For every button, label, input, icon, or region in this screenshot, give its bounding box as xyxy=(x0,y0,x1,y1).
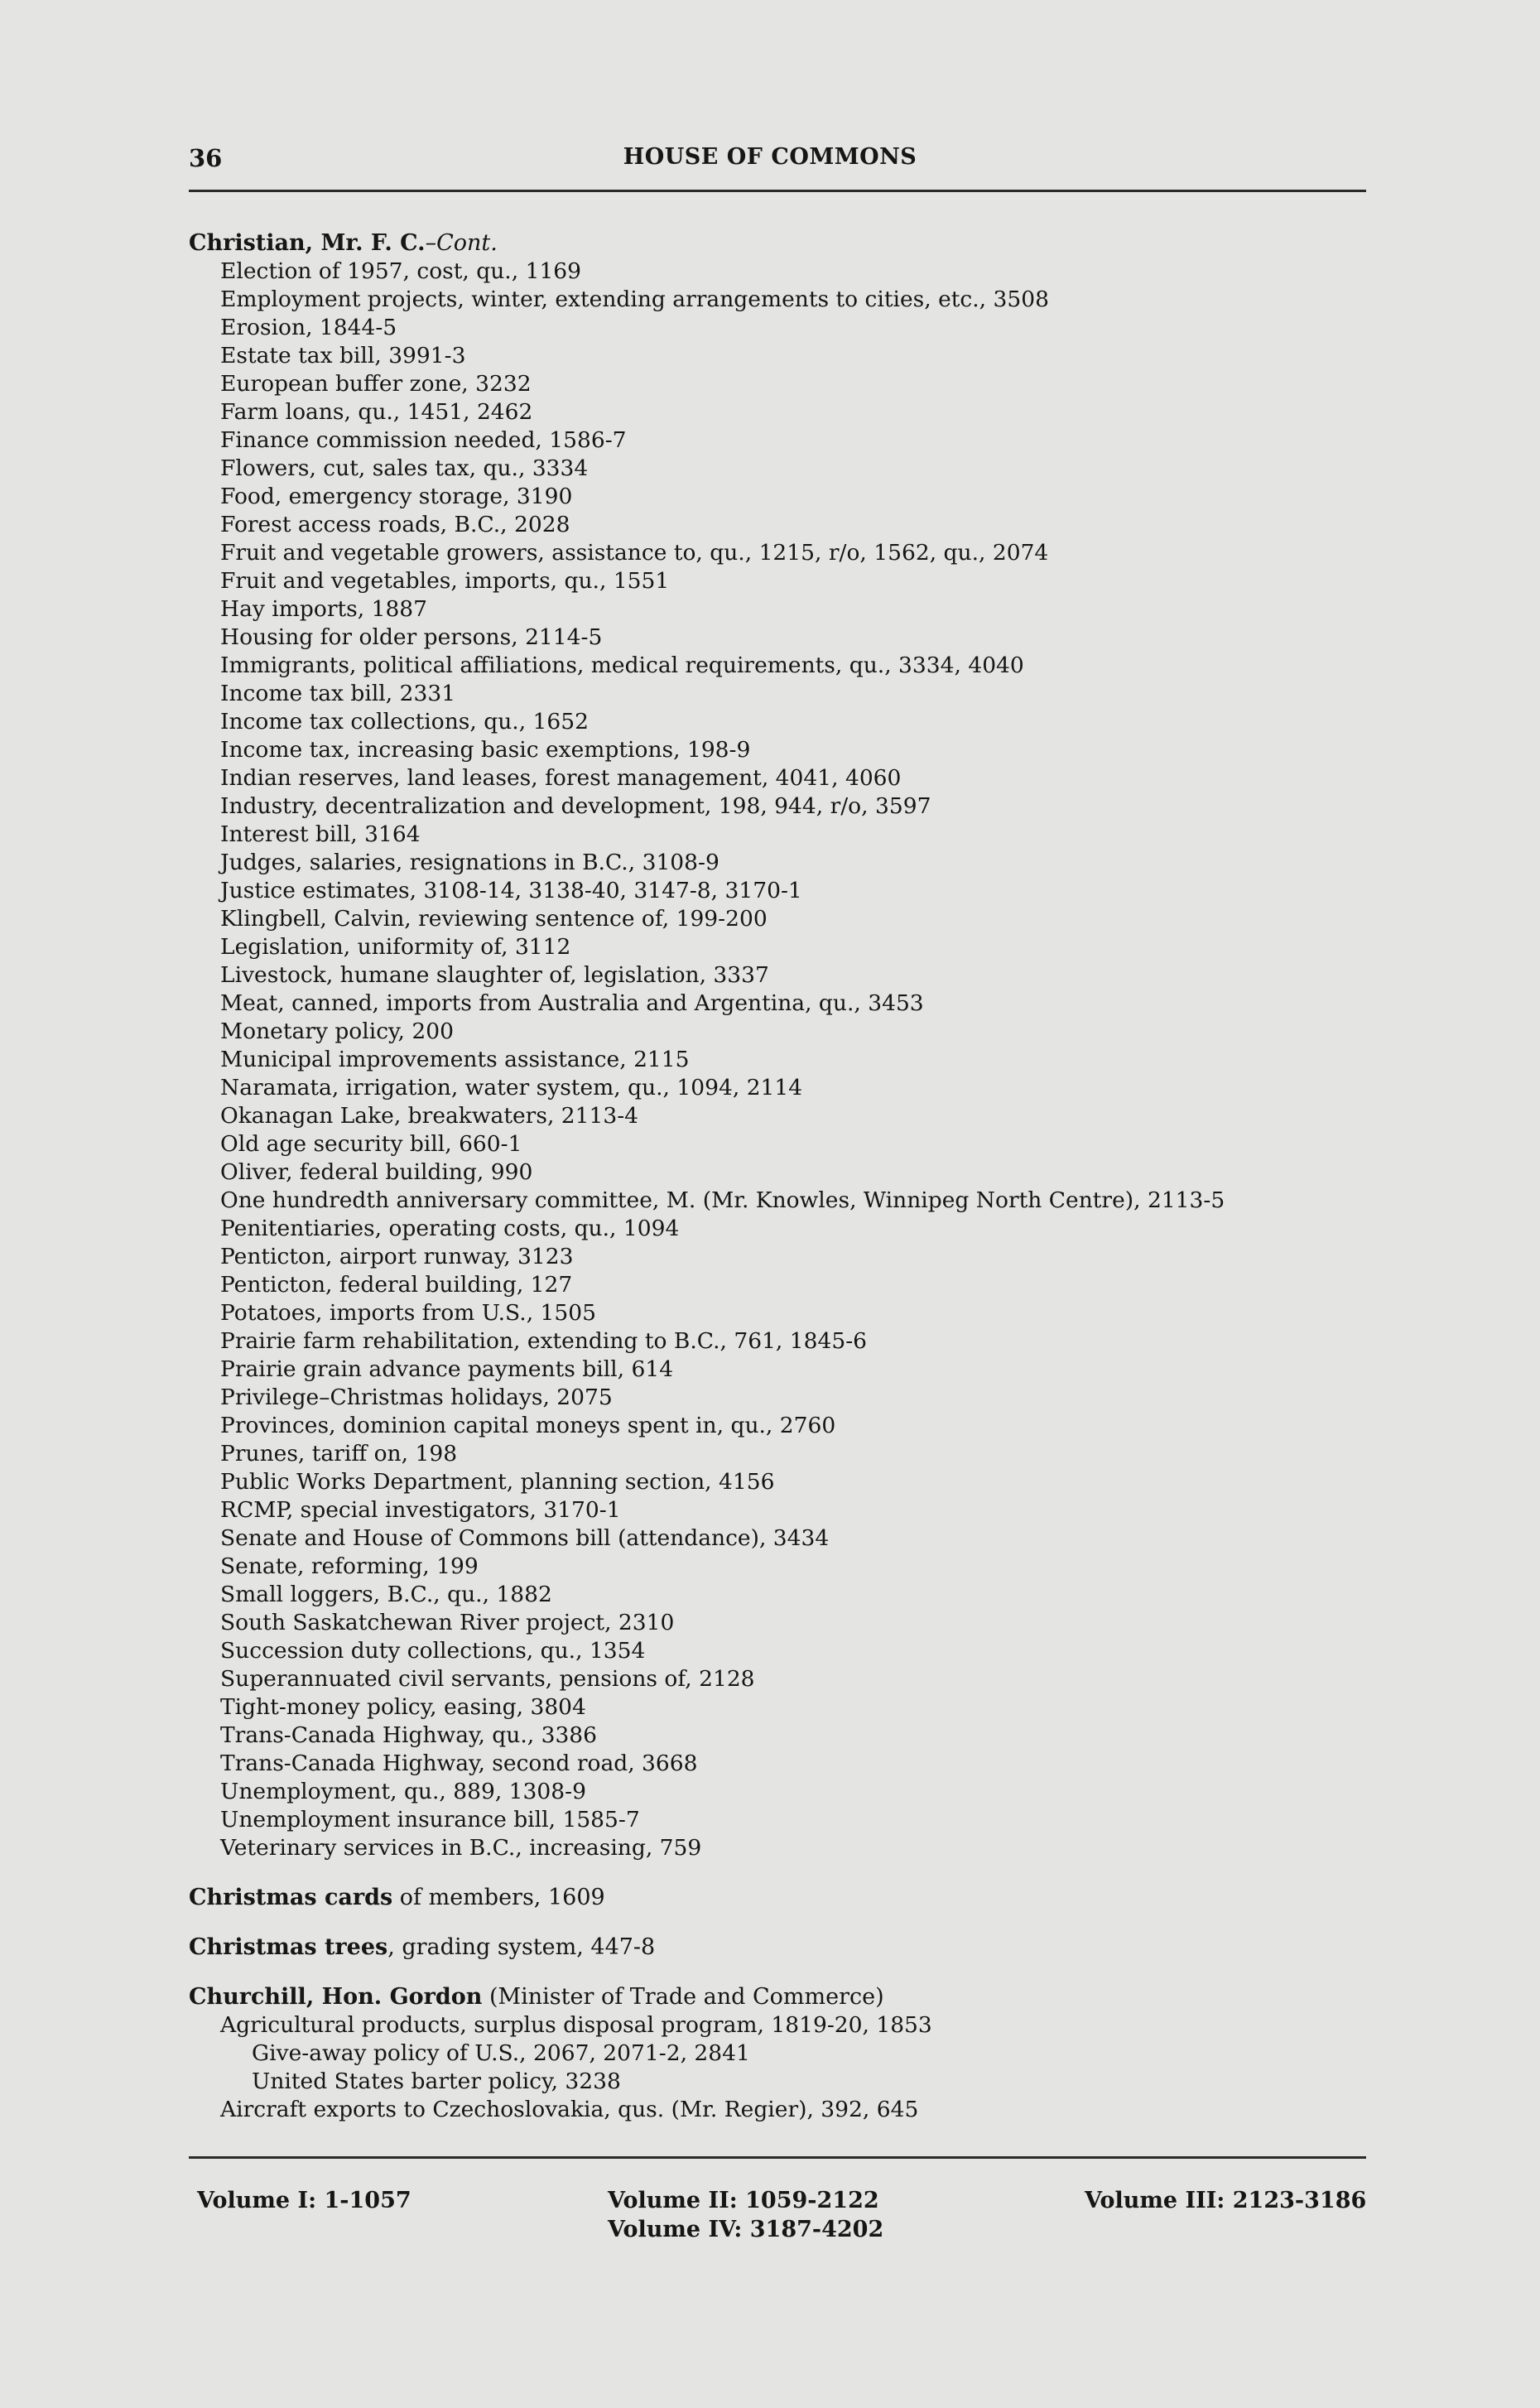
index-heading-christmas-cards xyxy=(189,1884,1373,1912)
subentry: Finance commission needed, 1586-7 xyxy=(220,427,627,453)
header-rule xyxy=(189,190,1366,192)
sub-subentry: Give-away policy of U.S., 2067, 2071-2, 2841 xyxy=(252,2040,750,2066)
subentry: European buffer zone, 3232 xyxy=(220,371,532,397)
subentry: Legislation, uniformity of, 3112 xyxy=(220,934,571,960)
subentry: Senate, reforming, 199 xyxy=(220,1553,479,1579)
subentry: Income tax, increasing basic exemptions, 198-9 xyxy=(220,737,751,763)
index-heading-christmas-trees xyxy=(189,1934,1373,1962)
subentry: Potatoes, imports from U.S., 1505 xyxy=(220,1300,596,1326)
subentry: Prunes, tariff on, 198 xyxy=(220,1441,458,1466)
subentry: Fruit and vegetable growers, assistance to, qu., 1215, r/o, 1562, qu., 2074 xyxy=(220,540,1049,566)
subentry: Hay imports, 1887 xyxy=(220,596,428,622)
subentry: Okanagan Lake, breakwaters, 2113-4 xyxy=(220,1103,639,1129)
subentry: South Saskatchewan River project, 2310 xyxy=(220,1610,675,1635)
volume-range-4: Volume IV: 3187-4202 xyxy=(608,2217,884,2242)
subentry: Penticton, airport runway, 3123 xyxy=(220,1244,574,1269)
spacer xyxy=(189,1862,1373,1884)
subentry: Oliver, federal building, 990 xyxy=(220,1159,533,1185)
subentry: Monetary policy, 200 xyxy=(220,1019,454,1044)
subentry: Trans-Canada Highway, qu., 3386 xyxy=(220,1722,598,1748)
subentry: Erosion, 1844-5 xyxy=(220,315,397,340)
subentry: Veterinary services in B.C., increasing, 759 xyxy=(220,1835,702,1861)
page-number: 36 xyxy=(189,144,223,172)
subentry: Income tax collections, qu., 1652 xyxy=(220,709,589,734)
subentry: Prairie farm rehabilitation, extending to B.C., 761, 1845-6 xyxy=(220,1328,868,1354)
subentry: Tight-money policy, easing, 3804 xyxy=(220,1694,586,1720)
spacer xyxy=(189,1912,1373,1934)
subentry: Fruit and vegetables, imports, qu., 1551 xyxy=(220,568,670,594)
subentry: RCMP, special investigators, 3170-1 xyxy=(220,1497,621,1523)
volume-range-1: Volume I: 1-1057 xyxy=(197,2188,411,2213)
subentry: Superannuated civil servants, pensions of, 2128 xyxy=(220,1666,755,1692)
index-entries xyxy=(189,229,1373,2124)
subentry: Aircraft exports to Czechoslovakia, qus. (Mr. Regier), 392, 645 xyxy=(220,2097,919,2122)
subentry: Small loggers, B.C., qu., 1882 xyxy=(220,1582,552,1607)
subentry: Meat, canned, imports from Australia and Argentina, qu., 3453 xyxy=(220,990,924,1016)
subentry: Flowers, cut, sales tax, qu., 3334 xyxy=(220,455,589,481)
index-heading-christian xyxy=(189,229,1373,258)
subentry: Livestock, humane slaughter of, legislation, 3337 xyxy=(220,962,769,988)
subentry: Food, emergency storage, 3190 xyxy=(220,484,573,509)
subentry: Agricultural products, surplus disposal program, 1819-20, 1853 xyxy=(220,2012,932,2038)
subentry: Municipal improvements assistance, 2115 xyxy=(220,1047,690,1072)
subentry: Penticton, federal building, 127 xyxy=(220,1272,573,1298)
subentry: Privilege–Christmas holidays, 2075 xyxy=(220,1385,613,1410)
index-heading-churchill xyxy=(189,1983,1373,2011)
christian-subentry-list xyxy=(189,258,1373,1862)
subentry: Justice estimates, 3108-14, 3138-40, 3147-8, 3170-1 xyxy=(220,878,802,903)
subentry: Public Works Department, planning section, 4156 xyxy=(220,1469,775,1495)
subentry: Naramata, irrigation, water system, qu., 1094, 2114 xyxy=(220,1075,803,1100)
subentry: Election of 1957, cost, qu., 1169 xyxy=(220,258,582,284)
subentry: One hundredth anniversary committee, M. (Mr. Knowles, Winnipeg North Centre), 2113-5 xyxy=(220,1187,1225,1213)
subentry: Interest bill, 3164 xyxy=(220,821,421,847)
subentry: Immigrants, political affiliations, medical requirements, qu., 3334, 4040 xyxy=(220,653,1024,678)
running-head: HOUSE OF COMMONS xyxy=(623,144,917,170)
subentry: Trans-Canada Highway, second road, 3668 xyxy=(220,1751,698,1776)
subentry: Farm loans, qu., 1451, 2462 xyxy=(220,399,533,425)
subentry: Forest access roads, B.C., 2028 xyxy=(220,512,570,537)
subentry: Provinces, dominion capital moneys spent in, qu., 2760 xyxy=(220,1413,836,1438)
sub-subentry: United States barter policy, 3238 xyxy=(252,2068,621,2094)
subentry: Employment projects, winter, extending arrangements to cities, etc., 3508 xyxy=(220,287,1049,312)
continued-marker: –Cont. xyxy=(425,230,498,256)
subentry: Klingbell, Calvin, reviewing sentence of, 199-200 xyxy=(220,906,768,932)
subentry: Industry, decentralization and development, 198, 944, r/o, 3597 xyxy=(220,793,931,819)
heading-detail: (Minister of Trade and Commerce) xyxy=(482,1984,884,2010)
heading-name: Christmas trees xyxy=(189,1934,388,1960)
spacer xyxy=(189,1962,1373,1983)
subentry: Judges, salaries, resignations in B.C., 3108-9 xyxy=(220,850,719,875)
subentry: Indian reserves, land leases, forest management, 4041, 4060 xyxy=(220,765,902,791)
volume-range-2: Volume II: 1059-2122 xyxy=(608,2188,879,2213)
heading-detail: , grading system, 447-8 xyxy=(387,1934,656,1960)
subentry: Penitentiaries, operating costs, qu., 1094 xyxy=(220,1216,680,1241)
subentry: Prairie grain advance payments bill, 614 xyxy=(220,1356,674,1382)
heading-detail: of members, 1609 xyxy=(392,1885,605,1910)
subentry: Estate tax bill, 3991-3 xyxy=(220,343,466,368)
subentry: Unemployment, qu., 889, 1308-9 xyxy=(220,1779,586,1804)
heading-name: Christian, Mr. F. C. xyxy=(189,230,426,256)
subentry: Old age security bill, 660-1 xyxy=(220,1131,522,1157)
heading-name: Christmas cards xyxy=(189,1885,393,1910)
subentry: Income tax bill, 2331 xyxy=(220,681,456,706)
subentry: Senate and House of Commons bill (attendance), 3434 xyxy=(220,1525,830,1551)
heading-name: Churchill, Hon. Gordon xyxy=(189,1984,483,2010)
subentry: Succession duty collections, qu., 1354 xyxy=(220,1638,646,1664)
footer-rule xyxy=(189,2156,1366,2159)
subentry: Unemployment insurance bill, 1585-7 xyxy=(220,1807,640,1832)
volume-range-3: Volume III: 2123-3186 xyxy=(1085,2188,1367,2213)
subentry: Housing for older persons, 2114-5 xyxy=(220,624,603,650)
